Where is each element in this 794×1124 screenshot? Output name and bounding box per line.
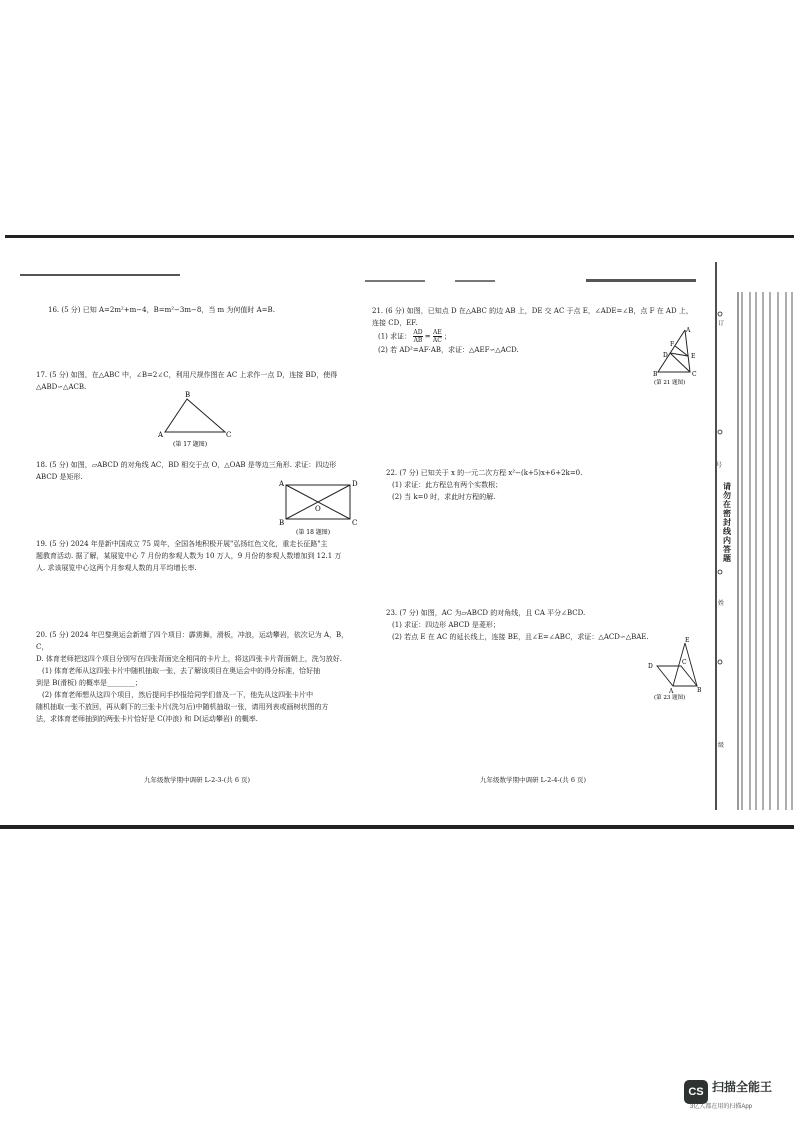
fig18-label-a: A xyxy=(279,480,285,488)
fig18-caption: (第 18 题图) xyxy=(296,529,331,536)
figure-17 xyxy=(155,390,235,448)
question-20: 20. (5 分) 2024 年巴黎奥运会新增了四个项目：霹雳舞，滑板，冲浪，运动攀岩，依次记为 A，B，C， D. 体育老师把这四个项目分别写在四张背面完全相同的卡片上，将这四张卡片背面朝上，洗匀放好. (1) 体育老师从这四张卡片中随机抽取一张，去了解该项目在奥运会中的得分标准，恰好抽 到是 B(滑板) 的概率是________； (2) 体育老师想从这四个项目，然后提问手抄报给同学们普及一下，他先从这四张卡片中 随机抽取一张不放回，再从剩下的三张卡片(洗匀后)中随机抽取一张，请用列表或画树状图的方 法，求体育老师抽到的两张卡片恰好是 C(冲浪) 和 D(运动攀岩) 的概率. xyxy=(36,631,349,723)
scan-top-rule xyxy=(20,274,180,276)
fig21-label-d: D xyxy=(663,352,668,359)
scan-top-rule xyxy=(365,280,425,282)
figure-21 xyxy=(650,326,700,386)
fig21-label-e: E xyxy=(691,353,696,360)
scan-bottom-edge xyxy=(0,825,794,829)
question-23: 23. (7 分) 如图，AC 为▱ABCD 的对角线，且 CA 平分∠BCD. (1) 求证：四边形 ABCD 是菱形； (2) 若点 E 在 AC 的延长线上，连接 BE，且∠E=∠ABC，求证：△ACD∽△BAE. xyxy=(386,609,649,641)
camscanner-tagline: 3亿人都在用的扫描App xyxy=(690,1104,753,1110)
fig17-label-b: B xyxy=(185,391,191,399)
fig23-label-e: E xyxy=(685,637,690,644)
fig21-label-c: C xyxy=(692,371,697,378)
q21-equals: = xyxy=(424,332,431,341)
fig21-label-f: F xyxy=(670,341,675,348)
fig23-label-d: D xyxy=(648,663,653,670)
camscanner-logo: CS xyxy=(684,1080,708,1104)
binding-mark: 姓 xyxy=(718,600,725,607)
question-19: 19. (5 分) 2024 年是新中国成立 75 周年，全国各地积极开展"弘扬红色文化，重走长征路"主 题教育活动. 据了解，某展览中心 7 月份的参观人数为 10 万人，9 月份的参观人数增加到 12.1 万 人. 求该展览中心这两个月参观人数的月平均增长率. xyxy=(36,540,342,572)
right-page-footer: 九年级数学期中调研 L-2-4-(共 6 页) xyxy=(480,776,587,784)
fraction-ae-ac: $\frac{AE}{AC}$ xyxy=(432,329,442,344)
scan-top-rule xyxy=(455,280,495,282)
fig23-label-c: C xyxy=(682,659,687,666)
figure-18 xyxy=(278,480,358,538)
scan-top-rule xyxy=(586,279,696,282)
figure-23 xyxy=(645,638,703,700)
fig21-caption: (第 21 题图) xyxy=(654,380,686,386)
binding-strip xyxy=(708,262,794,810)
fig23-label-b: B xyxy=(697,687,702,694)
fig23-label-a: A xyxy=(669,688,674,695)
fig17-label-a: A xyxy=(158,431,164,439)
triangle-abc xyxy=(165,399,225,432)
binding-mark: 号 xyxy=(716,462,723,469)
fraction-ad-ab: $\frac{AD}{AB}$ xyxy=(413,329,423,344)
fig18-label-c: C xyxy=(352,519,358,527)
binding-strip-notice: 请勿在密封线内答题 xyxy=(723,481,731,563)
fig21-label-b: B xyxy=(653,371,658,378)
question-21: 21. (6 分) 如图，已知点 D 在△ABC 的边 AB 上，DE 交 AC 于点 E，∠ADE=∠B，点 F 在 AD 上， 连接 CD，EF. (1) 求证： $\frac{AD}{AB}$ = $\frac{AE}{AC}$ ； (2) 若 AD²=AF·AB，求证：△AEF∽△ACD. xyxy=(372,307,693,354)
left-page-footer: 九年级数学期中调研 L-2-3-(共 6 页) xyxy=(144,776,251,784)
binding-mark: 订 xyxy=(718,320,725,327)
question-22: 22. (7 分) 已知关于 x 的一元二次方程 x²−(k+5)x+6+2k=0. (1) 求证：此方程总有两个实数根； (2) 当 k=0 时，求此时方程的解. xyxy=(386,469,583,501)
question-18: 18. (5 分) 如图，▱ABCD 的对角线 AC，BD 相交于点 O，△OAB 是等边三角形. 求证：四边形 ABCD 是矩形. xyxy=(36,461,337,481)
fig23-caption: (第 23 题图) xyxy=(654,695,686,701)
q21-part1-suffix: ； xyxy=(444,332,452,341)
scan-top-edge xyxy=(5,235,794,238)
question-16: 16. (5 分) 已知 A=2m²+m−4，B=m²−3m−8，当 m 为何值时 A=B. xyxy=(48,306,275,314)
fig18-label-b: B xyxy=(279,519,285,527)
triangle-abc-21 xyxy=(658,330,690,372)
fig17-caption: (第 17 题图) xyxy=(173,441,208,448)
camscanner-brand: 扫描全能王 xyxy=(712,1080,773,1094)
fig21-label-a: A xyxy=(686,327,691,334)
segment-be xyxy=(685,643,697,686)
rhombus-abcd xyxy=(657,666,697,686)
fig18-label-d: D xyxy=(352,480,358,488)
question-17: 17. (5 分) 如图，在△ABC 中，∠B=2∠C，利用尺规作图在 AC 上求作一点 D，连接 BD，使得 △ABD∽△ACB. xyxy=(36,371,338,391)
fig17-label-c: C xyxy=(226,431,232,439)
q21-part1-prefix: (1) 求证： xyxy=(378,332,412,341)
fig18-label-o: O xyxy=(315,505,321,513)
binding-mark: 级 xyxy=(718,742,725,749)
